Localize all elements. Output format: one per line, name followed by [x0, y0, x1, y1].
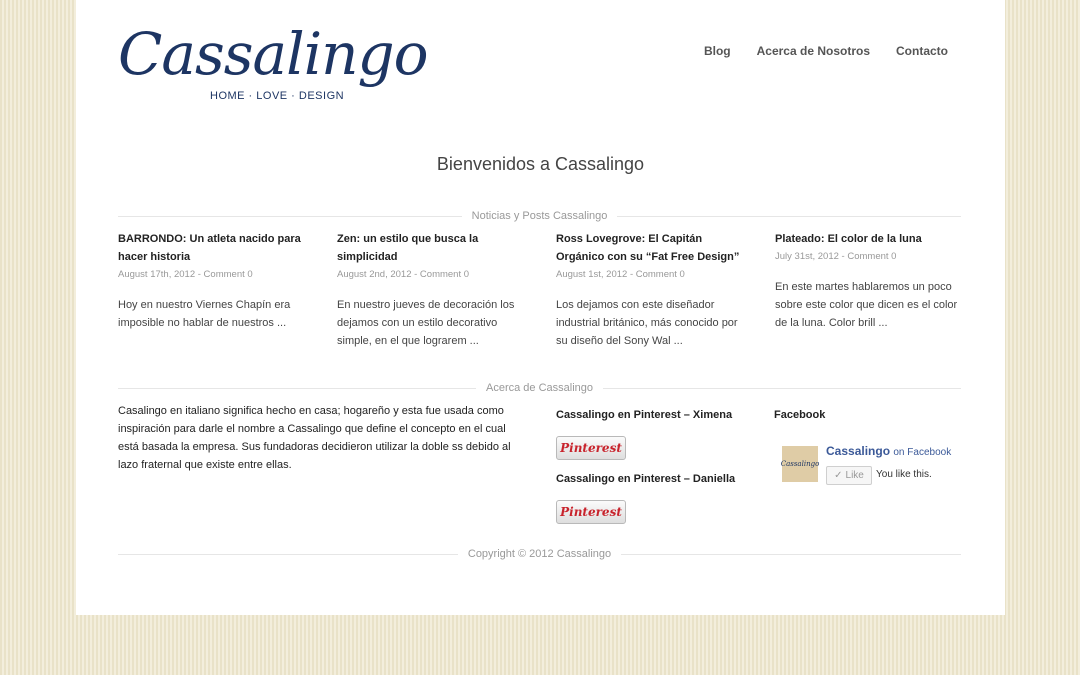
pinterest-button[interactable]: Pinterest [556, 436, 626, 460]
post-excerpt: En nuestro jueves de decoración los dejamos con un estilo decorativo simple, en el que lograrem ... [337, 299, 515, 347]
facebook-like-status: You like this. [876, 469, 932, 480]
post-excerpt: En este martes hablaremos un poco sobre este color que dicen es el color de la luna. Color brill ... [775, 281, 958, 329]
news-section-label: Noticias y Posts Cassalingo [471, 210, 608, 222]
about-text: Casalingo en italiano significa hecho en casa; hogareño y esta fue usada como inspiración para darle el nombre a Cassalingo que define el concepto en el cual está basada la empresa. Sus fundadoras decidieron utilizar la doble ss debido al lazo fraternal que existe entre ellas. [118, 405, 511, 471]
post-card [556, 230, 775, 350]
about-section-label: Acerca de Cassalingo [486, 382, 594, 394]
post-meta: August 1st, 2012 - Comment 0 [556, 269, 685, 280]
post-title-link[interactable]: BARRONDO: Un atleta nacido para hacer historia [118, 233, 301, 263]
footer-divider [118, 547, 961, 561]
nav-about[interactable]: Acerca de Nosotros [756, 44, 870, 58]
post-excerpt: Hoy en nuestro Viernes Chapín era imposible no hablar de nuestros ... [118, 299, 291, 329]
news-divider [118, 209, 961, 223]
post-card [337, 230, 556, 350]
facebook-page-avatar[interactable]: Cassalingo [782, 446, 818, 482]
post-list [118, 230, 961, 350]
post-title-link[interactable]: Zen: un estilo que busca la simplicidad [337, 233, 479, 263]
page-container [76, 0, 1005, 615]
like-label: Like [845, 470, 864, 481]
logo-wordmark: Cassalingo [118, 20, 428, 88]
pinterest-heading-ximena: Cassalingo en Pinterest – Ximena [556, 409, 733, 421]
facebook-column [774, 406, 974, 481]
facebook-on-text: on Facebook [893, 447, 952, 458]
site-logo[interactable] [118, 14, 428, 124]
copyright-text: Copyright © 2012 Cassalingo [467, 548, 612, 560]
check-icon: ✓ [834, 470, 843, 481]
post-card [775, 230, 961, 350]
nav-contact[interactable]: Contacto [896, 44, 948, 58]
post-title-link[interactable]: Ross Lovegrove: El Capitán Orgánico con su “Fat Free Design” [556, 233, 740, 263]
facebook-like-button[interactable] [826, 466, 872, 485]
post-title-link[interactable]: Plateado: El color de la luna [775, 233, 922, 245]
page-title: Bienvenidos a Cassalingo [436, 154, 645, 174]
pinterest-button[interactable]: Pinterest [556, 500, 626, 524]
nav-blog[interactable]: Blog [703, 44, 731, 58]
post-excerpt: Los dejamos con este diseñador industrial británico, más conocido por su diseño del Sony Wal ... [556, 299, 738, 347]
facebook-like-box [782, 444, 972, 488]
pinterest-column [556, 406, 756, 524]
logo-tagline: HOME · LOVE · DESIGN [210, 90, 345, 102]
facebook-page-name [826, 444, 951, 458]
pinterest-heading-daniella: Cassalingo en Pinterest – Daniella [556, 473, 736, 485]
about-divider [118, 381, 961, 395]
post-meta: August 17th, 2012 - Comment 0 [118, 269, 253, 280]
facebook-heading: Facebook [774, 409, 826, 421]
post-meta: August 2nd, 2012 - Comment 0 [337, 269, 470, 280]
post-meta: July 31st, 2012 - Comment 0 [775, 251, 897, 262]
main-nav [704, 44, 948, 58]
facebook-page-link[interactable]: Cassalingo [826, 444, 891, 458]
post-card [118, 230, 337, 350]
